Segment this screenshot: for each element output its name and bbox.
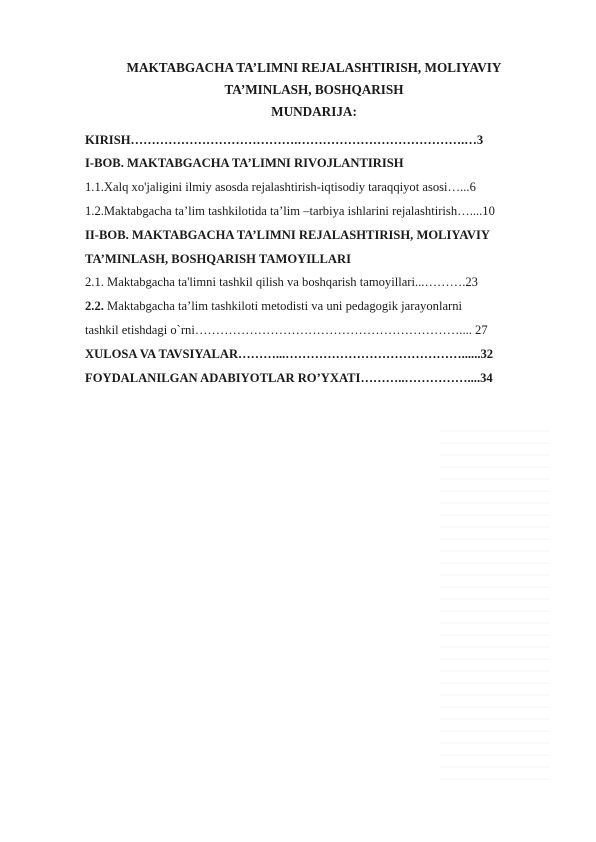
document-title-line-2: TA’MINLASH, BOSHQARISH (224, 82, 404, 97)
toc-item-2-2 (85, 298, 462, 314)
toc-item-1-2: 1.2.Maktabgacha ta’lim tashkilotida ta’lim –tarbiya ishlarini rejalashtirish…....10 (85, 204, 495, 218)
toc-chapter-2-line-1: II-BOB. MAKTABGACHA TA’LIMNI REJALASHTIRISH, MOLIYAVIY (85, 228, 490, 242)
toc-item-2-2-continuation: tashkil etishdagi o`rni……………………………………………………….... 27 (85, 323, 488, 337)
toc-intro: KIRISH………………………………….………………………………….…3 (85, 133, 484, 147)
toc-item-2-2-number: 2.2. (85, 299, 104, 313)
faint-background-texture (440, 420, 550, 780)
toc-chapter-2-line-2: TA’MINLASH, BOSHQARISH TAMOYILLARI (85, 252, 352, 266)
document-title-line-1: MAKTABGACHA TA’LIMNI REJALASHTIRISH, MOLIYAVIY (126, 60, 502, 75)
toc-chapter-1: I-BOB. MAKTABGACHA TA’LIMNI RIVOJLANTIRISH (85, 156, 404, 170)
toc-conclusion: XULOSA VA TAVSIYALAR………...……………………………………......32 (85, 347, 494, 361)
toc-item-2-2-text: Maktabgacha ta’lim tashkiloti metodisti va uni pedagogik jarayonlarni (103, 299, 463, 313)
toc-item-2-1: 2.1. Maktabgacha ta'limni tashkil qilish va boshqarish tamoyillari...……….23 (85, 275, 478, 289)
contents-heading: MUNDARIJA: (271, 104, 357, 119)
toc-references: FOYDALANILGAN ADABIYOTLAR RO’YXATI………..……………....34 (85, 371, 493, 385)
toc-item-1-1: 1.1.Xalq xo'jaligini ilmiy asosda rejalashtirish-iqtisodiy taraqqiyot asosi…...6 (85, 180, 476, 194)
